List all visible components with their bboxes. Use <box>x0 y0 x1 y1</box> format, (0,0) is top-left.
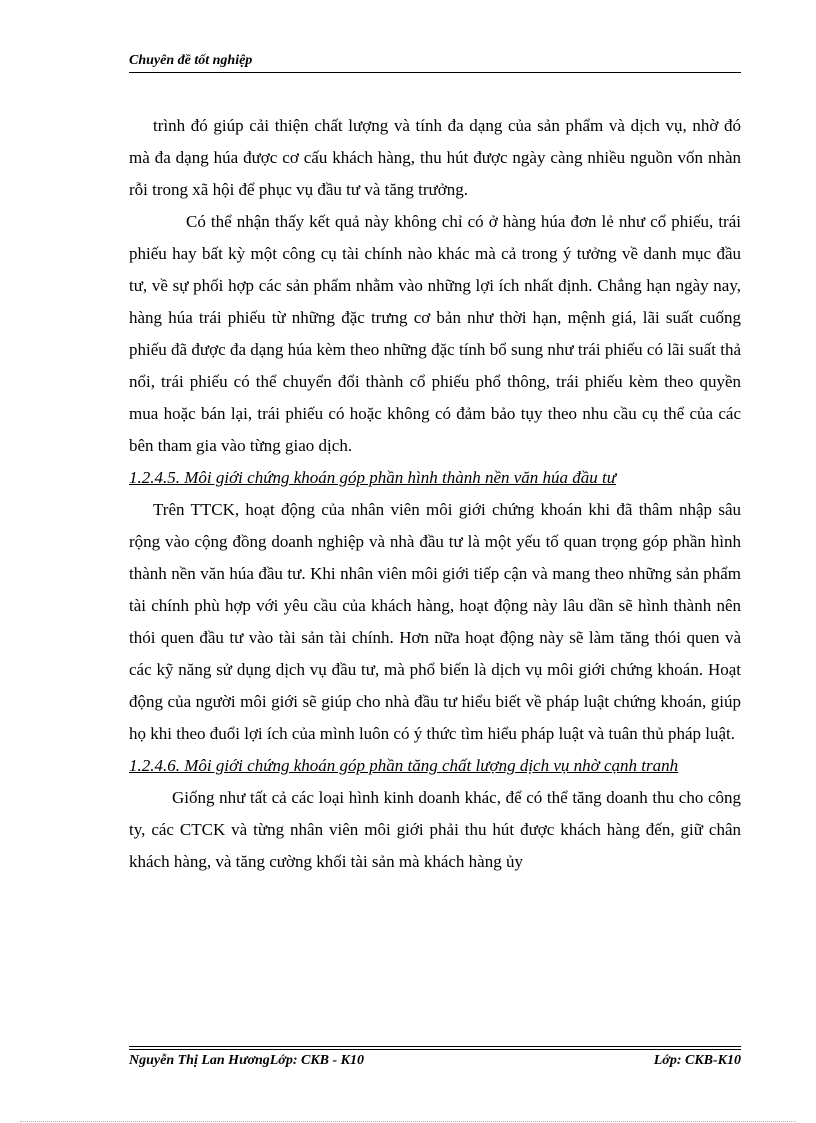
header-title: Chuyên đề tốt nghiệp <box>129 53 253 68</box>
section-heading-1-2-4-5: 1.2.4.5. Môi giới chứng khoán góp phần hình thành nền văn húa đầu tư <box>129 468 617 487</box>
header-rule <box>129 72 741 73</box>
paragraph-4: Giống như tất cả các loại hình kinh doanh khác, để có thể tăng doanh thu cho công ty, các CTCK và từng nhân viên môi giới phải thu hút được khách hàng đến, giữ chân khách hàng, và tăng cường khối tài sản mà khách hàng ủy <box>129 788 741 871</box>
footer-class: Lớp: CKB-K10 <box>653 1053 741 1068</box>
section-heading-1-2-4-6: 1.2.4.6. Môi giới chứng khoán góp phần tăng chất lượng dịch vụ nhờ cạnh tranh <box>129 756 679 775</box>
footer-rule-top <box>129 1046 741 1047</box>
footer-author: Nguyễn Thị Lan HươngLớp: CKB - K10 <box>129 1053 364 1068</box>
footer-rule-bottom <box>129 1049 741 1050</box>
paragraph-1: trình đó giúp cải thiện chất lượng và tính đa dạng của sản phẩm và dịch vụ, nhờ đó mà đa dạng húa được cơ cấu khách hàng, thu hút được ngày càng nhiều nguồn vốn nhàn rỗi trong xã hội để phục vụ đầu tư và tăng trưởng. <box>129 116 741 199</box>
paragraph-3: Trên TTCK, hoạt động của nhân viên môi giới chứng khoán khi đã thâm nhập sâu rộng vào cộng đồng doanh nghiệp và nhà đầu tư là một yếu tố quan trọng góp phần hình thành nền văn húa đầu tư. Khi nhân viên môi giới tiếp cận và mang theo những sản phẩm tài chính phù hợp với yêu cầu của khách hàng, hoạt động này lâu dần sẽ hình thành nên thói quen đầu tư vào tài sản tài chính. Hơn nữa hoạt động này sẽ làm tăng thói quen và các kỹ năng sử dụng dịch vụ đầu tư, mà phổ biến là dịch vụ môi giới chứng khoán. Hoạt động của người môi giới sẽ giúp cho nhà đầu tư hiểu biết về pháp luật chứng khoán, giúp họ khi theo đuổi lợi ích của mình luôn có ý thức tìm hiểu pháp luật và tuân thủ pháp luật. <box>129 500 741 743</box>
page-edge-dotted-line <box>20 1121 796 1122</box>
paragraph-2: Có thể nhận thấy kết quả này không chỉ có ở hàng húa đơn lẻ như cổ phiếu, trái phiếu hay bất kỳ một công cụ tài chính nào khác mà cả trong ý tưởng về danh mục đầu tư, về sự phối hợp các sản phẩm nhằm vào những lợi ích nhất định. Chẳng hạn ngày nay, hàng húa trái phiếu từ những đặc trưng cơ bản như thời hạn, mệnh giá, lãi suất cuống phiếu đã được đa dạng húa kèm theo những đặc tính bổ sung như trái phiếu có lãi suất thả nổi, trái phiếu có thể chuyển đổi thành cổ phiếu phổ thông, trái phiếu kèm theo quyền mua hoặc bán lại, trái phiếu có hoặc không có đảm bảo tụy theo nhu cầu cụ thể của các bên tham gia vào từng giao dịch. <box>129 212 741 455</box>
page-footer <box>129 1043 741 1083</box>
page-header <box>129 53 741 75</box>
document-body <box>129 110 741 878</box>
